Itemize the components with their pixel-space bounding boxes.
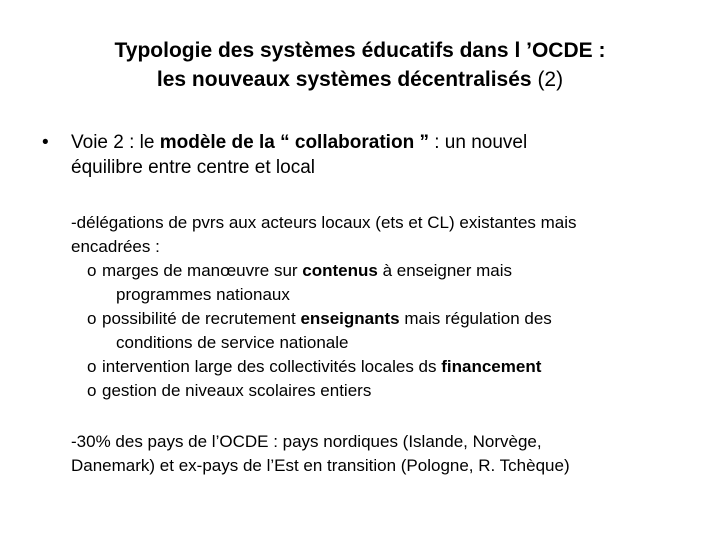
bullet-marker: • bbox=[42, 132, 49, 153]
sub-item-line-2: programmes nationaux bbox=[116, 285, 290, 304]
bullet-line-1 bbox=[71, 130, 671, 155]
sub-item-list bbox=[87, 259, 677, 403]
sub-item bbox=[87, 259, 677, 307]
sub-item-marker: o bbox=[87, 261, 97, 280]
sub-item-pre: possibilité de recrutement bbox=[102, 309, 301, 328]
title-line-1 bbox=[40, 36, 680, 65]
paragraph-oecd-line-2: Danemark) et ex-pays de l’Est en transition (Pologne, R. Tchèque) bbox=[71, 456, 570, 475]
sub-item-bold: enseignants bbox=[300, 309, 400, 328]
sub-item-line-1 bbox=[102, 307, 677, 331]
sub-item bbox=[87, 355, 677, 379]
bullet-line-2: équilibre entre centre et local bbox=[71, 157, 315, 178]
sub-item-line-1 bbox=[102, 379, 677, 403]
sub-item-line-1 bbox=[102, 355, 677, 379]
title-line-2-rest: (2) bbox=[531, 68, 564, 91]
paragraph-delegations bbox=[71, 211, 681, 259]
title-line-2 bbox=[40, 65, 680, 94]
bullet-text bbox=[71, 130, 671, 180]
paragraph-oecd-share bbox=[71, 430, 681, 478]
sub-item-line-2: conditions de service nationale bbox=[116, 333, 349, 352]
sub-item bbox=[87, 379, 677, 403]
sub-item-marker: o bbox=[87, 381, 97, 400]
sub-item-pre: intervention large des collectivités locales ds bbox=[102, 357, 442, 376]
sub-item-pre: marges de manœuvre sur bbox=[102, 261, 303, 280]
sub-item-bold: contenus bbox=[302, 261, 378, 280]
sub-item-post: mais régulation des bbox=[399, 309, 552, 328]
paragraph-oecd-line-1: -30% des pays de l’OCDE : pays nordiques (Islande, Norvège, bbox=[71, 432, 542, 451]
sub-item-pre: gestion de niveaux scolaires entiers bbox=[102, 381, 372, 400]
paragraph-delegations-line-1: -délégations de pvrs aux acteurs locaux (ets et CL) existantes mais bbox=[71, 213, 577, 232]
paragraph-delegations-line-2: encadrées : bbox=[71, 237, 160, 256]
bullet-pre: Voie 2 : le bbox=[71, 132, 160, 153]
sub-item-bold: financement bbox=[441, 357, 542, 376]
slide-title bbox=[40, 36, 680, 94]
sub-item-marker: o bbox=[87, 357, 97, 376]
bullet-post: : un nouvel bbox=[428, 132, 528, 153]
bullet-bold: modèle de la “ collaboration ” bbox=[159, 132, 429, 153]
sub-item-marker: o bbox=[87, 309, 97, 328]
sub-item-post: à enseigner mais bbox=[377, 261, 513, 280]
title-line-1-text: Typologie des systèmes éducatifs dans l ’OCDE : bbox=[114, 39, 606, 62]
title-line-2-bold: les nouveaux systèmes décentralisés bbox=[156, 68, 532, 91]
sub-item bbox=[87, 307, 677, 355]
sub-item-line-1 bbox=[102, 259, 677, 283]
